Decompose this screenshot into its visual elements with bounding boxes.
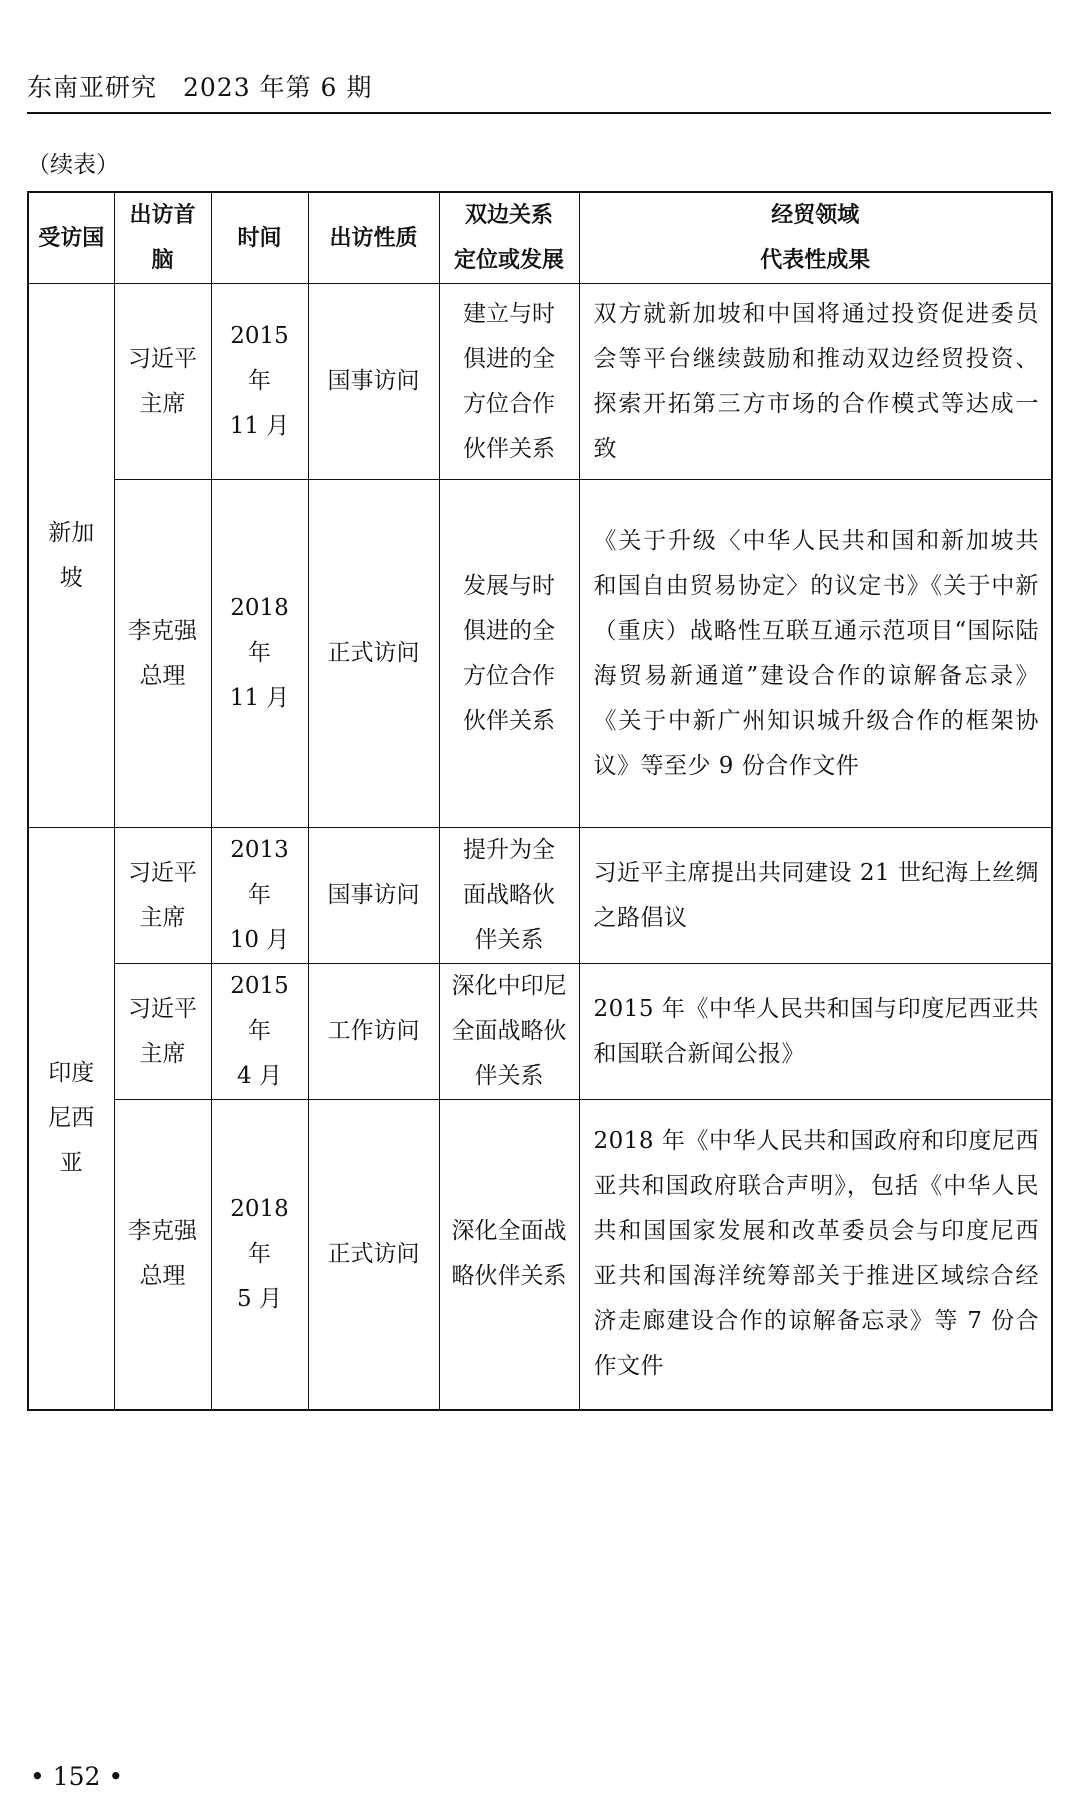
leader-cell: 习近平 主席 <box>114 828 211 964</box>
col-header-country: 受访国 <box>28 192 114 284</box>
achievements-cell: 双方就新加坡和中国将通过投资促进委员会等平台继续鼓励和推动双边经贸投资、探索开拓第三方市场的合作模式等达成一致 <box>579 284 1052 480</box>
country-cell: 印度 尼西亚 <box>28 828 114 1410</box>
relation-cell: 建立与时 俱进的全 方位合作 伙伴关系 <box>439 284 579 480</box>
col-header-leader: 出访首脑 <box>114 192 211 284</box>
achievements-cell: 2015 年《中华人民共和国与印度尼西亚共和国联合新闻公报》 <box>579 964 1052 1100</box>
time-cell: 2018 年 11 月 <box>211 480 308 828</box>
table-row <box>28 284 1052 480</box>
table-row <box>28 1100 1052 1410</box>
visit-type-cell: 正式访问 <box>308 1100 439 1410</box>
time-cell: 2015 年 11 月 <box>211 284 308 480</box>
col-header-relation: 双边关系 定位或发展 <box>439 192 579 284</box>
visit-type-cell: 国事访问 <box>308 828 439 964</box>
achievements-cell: 习近平主席提出共同建设 21 世纪海上丝绸之路倡议 <box>579 828 1052 964</box>
col-header-achievements: 经贸领域 代表性成果 <box>579 192 1052 284</box>
page-number: • 152 • <box>30 1762 124 1791</box>
country-cell: 新加坡 <box>28 284 114 828</box>
achievements-cell: 《关于升级〈中华人民共和国和新加坡共和国自由贸易协定〉的议定书》《关于中新（重庆）战略性互联互通示范项目“国际陆海贸易新通道”建设合作的谅解备忘录》《关于中新广州知识城升级合作的框架协议》等至少 9 份合作文件 <box>579 480 1052 828</box>
table-row <box>28 828 1052 964</box>
col-header-visit-type: 出访性质 <box>308 192 439 284</box>
col-header-time: 时间 <box>211 192 308 284</box>
leader-cell: 李克强 总理 <box>114 480 211 828</box>
time-cell: 2013 年 10 月 <box>211 828 308 964</box>
time-cell: 2018 年 5 月 <box>211 1100 308 1410</box>
state-visits-table <box>27 191 1053 1411</box>
continued-table-label: （续表） <box>27 152 119 178</box>
leader-cell: 习近平 主席 <box>114 284 211 480</box>
relation-cell: 深化全面战 略伙伴关系 <box>439 1100 579 1410</box>
table-header-row <box>28 192 1052 284</box>
time-cell: 2015 年 4 月 <box>211 964 308 1100</box>
relation-cell: 发展与时 俱进的全 方位合作 伙伴关系 <box>439 480 579 828</box>
journal-title: 东南亚研究 2023 年第 6 期 <box>27 73 373 102</box>
visit-type-cell: 工作访问 <box>308 964 439 1100</box>
visit-type-cell: 正式访问 <box>308 480 439 828</box>
leader-cell: 李克强 总理 <box>114 1100 211 1410</box>
relation-cell: 提升为全 面战略伙 伴关系 <box>439 828 579 964</box>
table-row <box>28 480 1052 828</box>
relation-cell: 深化中印尼 全面战略伙 伴关系 <box>439 964 579 1100</box>
leader-cell: 习近平 主席 <box>114 964 211 1100</box>
running-header <box>27 64 1051 114</box>
table-row <box>28 964 1052 1100</box>
visit-type-cell: 国事访问 <box>308 284 439 480</box>
achievements-cell: 2018 年《中华人民共和国政府和印度尼西亚共和国政府联合声明》，包括《中华人民共和国国家发展和改革委员会与印度尼西亚共和国海洋统筹部关于推进区域综合经济走廊建设合作的谅解备忘录》等 7 份合作文件 <box>579 1100 1052 1410</box>
